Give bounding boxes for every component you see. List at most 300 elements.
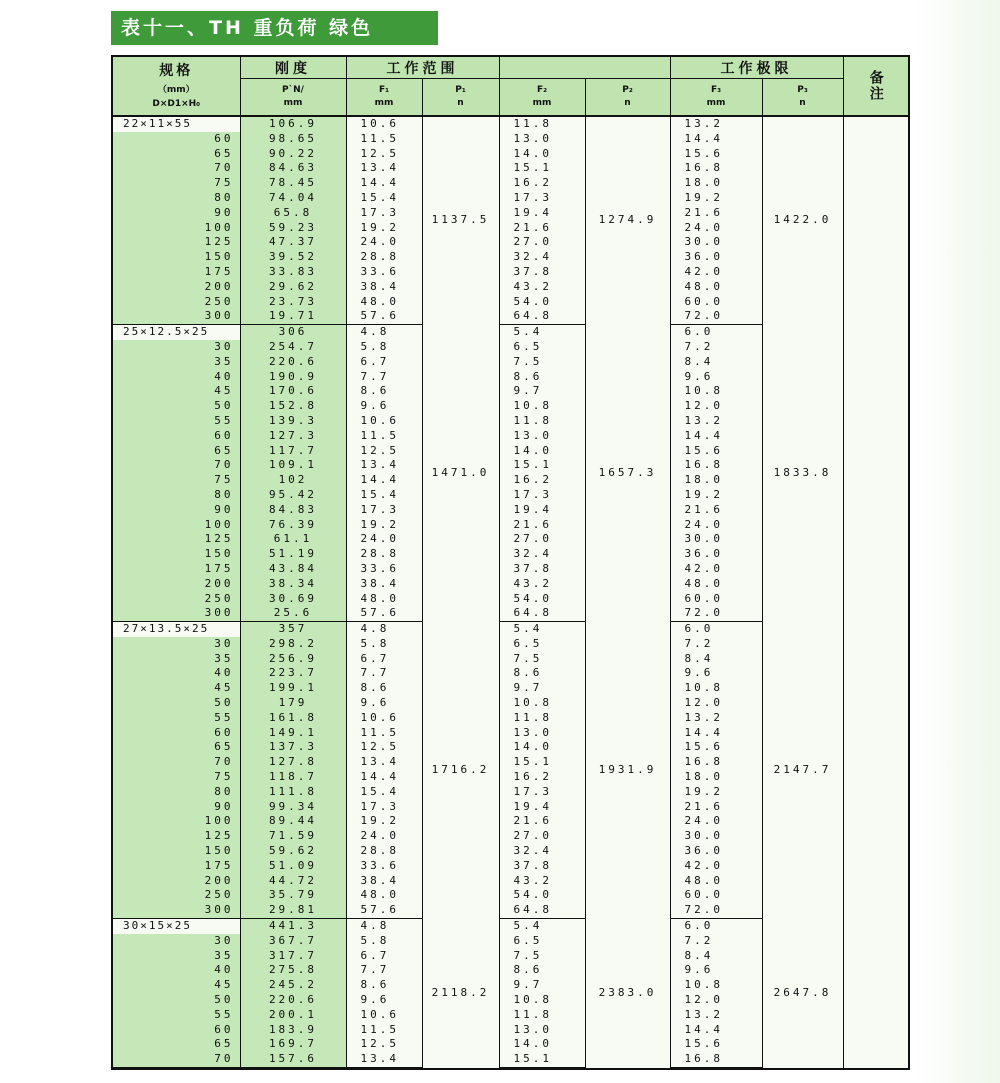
spec-cell: 75: [113, 473, 240, 488]
f3-cell: 14.4: [670, 429, 762, 444]
f3-cell: 16.8: [670, 161, 762, 176]
f2-cell: 6.5: [499, 637, 585, 652]
f1-cell: 17.3: [346, 503, 422, 518]
f2-cell: 21.6: [499, 221, 585, 236]
f1-cell: 57.6: [346, 309, 422, 324]
f3-cell: 8.4: [670, 355, 762, 370]
f1-cell: 6.7: [346, 355, 422, 370]
stiffness-cell: 190.9: [240, 370, 346, 385]
f3-cell: 8.4: [670, 949, 762, 964]
f1-cell: 9.6: [346, 399, 422, 414]
p2-cell: 2383.0: [585, 919, 670, 1068]
table-row: [113, 116, 908, 132]
stiffness-cell: 84.83: [240, 503, 346, 518]
header-stiffness: 刚度: [240, 57, 346, 79]
f2-cell: 15.1: [499, 1052, 585, 1067]
spec-cell: 150: [113, 844, 240, 859]
spec-cell: 75: [113, 176, 240, 191]
f2-cell: 15.1: [499, 755, 585, 770]
f3-cell: 13.2: [670, 1008, 762, 1023]
spec-cell: 100: [113, 221, 240, 236]
notes-cell: [843, 919, 908, 1068]
f2-cell: 8.6: [499, 666, 585, 681]
f2-cell: 54.0: [499, 888, 585, 903]
stiffness-cell: 152.8: [240, 399, 346, 414]
f3-cell: 16.8: [670, 458, 762, 473]
f3-cell: 13.2: [670, 116, 762, 132]
f2-cell: 17.3: [499, 785, 585, 800]
stiffness-cell: 44.72: [240, 874, 346, 889]
stiffness-cell: 29.81: [240, 903, 346, 918]
spec-cell: 125: [113, 829, 240, 844]
f2-cell: 5.4: [499, 622, 585, 637]
f1-cell: 28.8: [346, 547, 422, 562]
f3-cell: 19.2: [670, 488, 762, 503]
stiffness-cell: 33.83: [240, 265, 346, 280]
f1-cell: 33.6: [346, 562, 422, 577]
spec-cell: 35: [113, 652, 240, 667]
stiffness-cell: 99.34: [240, 800, 346, 815]
f3-cell: 36.0: [670, 844, 762, 859]
f1-cell: 5.8: [346, 637, 422, 652]
notes-cell: [843, 325, 908, 622]
spec-cell: 250: [113, 592, 240, 607]
stiffness-cell: 61.1: [240, 532, 346, 547]
f1-cell: 13.4: [346, 458, 422, 473]
f2-cell: 27.0: [499, 532, 585, 547]
f3-cell: 30.0: [670, 532, 762, 547]
f2-cell: 11.8: [499, 1008, 585, 1023]
spec-cell: 40: [113, 963, 240, 978]
stiffness-cell: 29.62: [240, 280, 346, 295]
f2-cell: 21.6: [499, 814, 585, 829]
f3-cell: 48.0: [670, 577, 762, 592]
f2-cell: 43.2: [499, 577, 585, 592]
f1-cell: 24.0: [346, 532, 422, 547]
f1-cell: 12.5: [346, 1037, 422, 1052]
spec-cell: 50: [113, 993, 240, 1008]
stiffness-cell: 76.39: [240, 518, 346, 533]
stiffness-cell: 275.8: [240, 963, 346, 978]
f3-cell: 6.0: [670, 325, 762, 340]
stiffness-cell: 71.59: [240, 829, 346, 844]
f3-cell: 6.0: [670, 622, 762, 637]
stiffness-cell: 102: [240, 473, 346, 488]
f1-cell: 8.6: [346, 681, 422, 696]
f1-cell: 11.5: [346, 726, 422, 741]
f2-cell: 5.4: [499, 325, 585, 340]
f3-cell: 21.6: [670, 206, 762, 221]
spec-cell: 55: [113, 414, 240, 429]
f3-cell: 8.4: [670, 652, 762, 667]
stiffness-cell: 78.45: [240, 176, 346, 191]
f3-cell: 14.4: [670, 1023, 762, 1038]
f1-cell: 14.4: [346, 473, 422, 488]
stiffness-cell: 367.7: [240, 934, 346, 949]
f3-cell: 21.6: [670, 800, 762, 815]
f3-cell: 24.0: [670, 814, 762, 829]
f2-cell: 13.0: [499, 132, 585, 147]
f2-cell: 6.5: [499, 340, 585, 355]
f1-cell: 33.6: [346, 859, 422, 874]
f2-cell: 8.6: [499, 963, 585, 978]
notes-cell: [843, 116, 908, 325]
stiffness-cell: 98.65: [240, 132, 346, 147]
f2-cell: 64.8: [499, 309, 585, 324]
f1-cell: 12.5: [346, 740, 422, 755]
f2-cell: 32.4: [499, 250, 585, 265]
f2-cell: 9.7: [499, 384, 585, 399]
spec-cell: 125: [113, 532, 240, 547]
stiffness-cell: 90.22: [240, 147, 346, 162]
p1-cell: 1471.0: [422, 325, 499, 622]
stiffness-cell: 298.2: [240, 637, 346, 652]
f2-cell: 11.8: [499, 116, 585, 132]
page-margin-right: [915, 0, 1000, 1083]
f2-cell: 10.8: [499, 993, 585, 1008]
stiffness-cell: 220.6: [240, 355, 346, 370]
spec-cell: 75: [113, 770, 240, 785]
f3-cell: 72.0: [670, 606, 762, 621]
f1-cell: 19.2: [346, 518, 422, 533]
f3-cell: 48.0: [670, 874, 762, 889]
f1-cell: 57.6: [346, 606, 422, 621]
f2-cell: 43.2: [499, 874, 585, 889]
stiffness-cell: 200.1: [240, 1008, 346, 1023]
spec-cell: 100: [113, 518, 240, 533]
f2-cell: 9.7: [499, 681, 585, 696]
header-working-range: 工作范围: [346, 57, 499, 79]
f1-cell: 13.4: [346, 161, 422, 176]
spec-cell: 30×15×25: [113, 919, 240, 934]
stiffness-cell: 256.9: [240, 652, 346, 667]
f2-cell: 27.0: [499, 829, 585, 844]
f2-cell: 37.8: [499, 859, 585, 874]
header-p1: P₁ n: [422, 79, 499, 117]
p3-cell: 1422.0: [762, 116, 843, 325]
spec-cell: 80: [113, 488, 240, 503]
f2-cell: 64.8: [499, 606, 585, 621]
header-p3: P₃ n: [762, 79, 843, 117]
f3-cell: 24.0: [670, 518, 762, 533]
spec-cell: 80: [113, 191, 240, 206]
f3-cell: 36.0: [670, 547, 762, 562]
spec-cell: 300: [113, 606, 240, 621]
stiffness-cell: 149.1: [240, 726, 346, 741]
stiffness-cell: 306: [240, 325, 346, 340]
f2-cell: 11.8: [499, 711, 585, 726]
f3-cell: 9.6: [670, 370, 762, 385]
stiffness-cell: 65.8: [240, 206, 346, 221]
stiffness-cell: 43.84: [240, 562, 346, 577]
f3-cell: 9.6: [670, 963, 762, 978]
f2-cell: 17.3: [499, 488, 585, 503]
spec-cell: 70: [113, 161, 240, 176]
stiffness-cell: 109.1: [240, 458, 346, 473]
f1-cell: 8.6: [346, 384, 422, 399]
stiffness-cell: 137.3: [240, 740, 346, 755]
f1-cell: 24.0: [346, 235, 422, 250]
stiffness-cell: 84.63: [240, 161, 346, 176]
stiffness-cell: 127.8: [240, 755, 346, 770]
f3-cell: 15.6: [670, 444, 762, 459]
f3-cell: 6.0: [670, 919, 762, 934]
f2-cell: 19.4: [499, 206, 585, 221]
f1-cell: 12.5: [346, 444, 422, 459]
f2-cell: 10.8: [499, 696, 585, 711]
spec-cell: 45: [113, 384, 240, 399]
spec-cell: 70: [113, 755, 240, 770]
header-f3: F₃ mm: [670, 79, 762, 117]
f1-cell: 4.8: [346, 622, 422, 637]
f3-cell: 12.0: [670, 399, 762, 414]
table-row: [113, 622, 908, 637]
spec-cell: 30: [113, 934, 240, 949]
f1-cell: 10.6: [346, 1008, 422, 1023]
f3-cell: 14.4: [670, 132, 762, 147]
spec-cell: 50: [113, 696, 240, 711]
spec-cell: 60: [113, 1023, 240, 1038]
f1-cell: 15.4: [346, 785, 422, 800]
spec-cell: 250: [113, 888, 240, 903]
f2-cell: 14.0: [499, 444, 585, 459]
header-f2: F₂ mm: [499, 79, 585, 117]
spec-cell: 55: [113, 711, 240, 726]
stiffness-cell: 183.9: [240, 1023, 346, 1038]
spec-cell: 90: [113, 503, 240, 518]
f3-cell: 14.4: [670, 726, 762, 741]
spec-cell: 60: [113, 726, 240, 741]
spec-cell: 250: [113, 295, 240, 310]
f2-cell: 19.4: [499, 800, 585, 815]
f3-cell: 42.0: [670, 859, 762, 874]
stiffness-cell: 23.73: [240, 295, 346, 310]
spec-cell: 200: [113, 280, 240, 295]
stiffness-cell: 161.8: [240, 711, 346, 726]
p2-cell: 1274.9: [585, 116, 670, 325]
f1-cell: 13.4: [346, 1052, 422, 1067]
stiffness-cell: 47.37: [240, 235, 346, 250]
stiffness-cell: 19.71: [240, 309, 346, 324]
f3-cell: 13.2: [670, 711, 762, 726]
stiffness-cell: 245.2: [240, 978, 346, 993]
f3-cell: 18.0: [670, 770, 762, 785]
spec-cell: 70: [113, 458, 240, 473]
f3-cell: 18.0: [670, 176, 762, 191]
header-notes: 备注: [843, 57, 908, 116]
f1-cell: 14.4: [346, 176, 422, 191]
f2-cell: 6.5: [499, 934, 585, 949]
f3-cell: 42.0: [670, 562, 762, 577]
stiffness-cell: 111.8: [240, 785, 346, 800]
spec-cell: 65: [113, 147, 240, 162]
f1-cell: 11.5: [346, 1023, 422, 1038]
spec-cell: 60: [113, 429, 240, 444]
f1-cell: 7.7: [346, 370, 422, 385]
f3-cell: 15.6: [670, 1037, 762, 1052]
table-title: 表十一、TH 重负荷 绿色: [111, 11, 438, 45]
f2-cell: 13.0: [499, 1023, 585, 1038]
stiffness-cell: 35.79: [240, 888, 346, 903]
f1-cell: 48.0: [346, 295, 422, 310]
header-working-range-2: [499, 57, 670, 79]
spec-cell: 30: [113, 637, 240, 652]
spec-cell: 65: [113, 444, 240, 459]
spring-spec-table-frame: [111, 55, 910, 1070]
spec-cell: 60: [113, 132, 240, 147]
spec-cell: 40: [113, 666, 240, 681]
f1-cell: 10.6: [346, 711, 422, 726]
spec-cell: 35: [113, 949, 240, 964]
f1-cell: 6.7: [346, 652, 422, 667]
table-body: [113, 116, 908, 1068]
f2-cell: 10.8: [499, 399, 585, 414]
p2-cell: 1657.3: [585, 325, 670, 622]
f3-cell: 21.6: [670, 503, 762, 518]
f3-cell: 24.0: [670, 221, 762, 236]
f1-cell: 6.7: [346, 949, 422, 964]
f2-cell: 7.5: [499, 949, 585, 964]
spec-cell: 175: [113, 859, 240, 874]
f1-cell: 15.4: [346, 191, 422, 206]
stiffness-cell: 38.34: [240, 577, 346, 592]
f2-cell: 8.6: [499, 370, 585, 385]
spec-cell: 70: [113, 1052, 240, 1067]
f3-cell: 60.0: [670, 295, 762, 310]
f1-cell: 12.5: [346, 147, 422, 162]
spec-cell: 90: [113, 206, 240, 221]
f1-cell: 38.4: [346, 874, 422, 889]
f2-cell: 5.4: [499, 919, 585, 934]
spec-cell: 30: [113, 340, 240, 355]
spec-cell: 65: [113, 1037, 240, 1052]
f3-cell: 7.2: [670, 637, 762, 652]
f1-cell: 28.8: [346, 844, 422, 859]
f1-cell: 17.3: [346, 800, 422, 815]
f3-cell: 42.0: [670, 265, 762, 280]
f3-cell: 72.0: [670, 903, 762, 918]
spec-cell: 125: [113, 235, 240, 250]
stiffness-cell: 441.3: [240, 919, 346, 934]
f3-cell: 60.0: [670, 888, 762, 903]
f2-cell: 32.4: [499, 547, 585, 562]
spec-cell: 35: [113, 355, 240, 370]
spec-cell: 45: [113, 978, 240, 993]
f2-cell: 14.0: [499, 147, 585, 162]
stiffness-cell: 51.09: [240, 859, 346, 874]
f3-cell: 7.2: [670, 934, 762, 949]
f3-cell: 10.8: [670, 681, 762, 696]
spec-cell: 300: [113, 903, 240, 918]
spec-cell: 150: [113, 547, 240, 562]
stiffness-cell: 39.52: [240, 250, 346, 265]
p3-cell: 2647.8: [762, 919, 843, 1068]
f1-cell: 4.8: [346, 325, 422, 340]
f1-cell: 11.5: [346, 132, 422, 147]
f2-cell: 14.0: [499, 1037, 585, 1052]
f2-cell: 11.8: [499, 414, 585, 429]
stiffness-cell: 59.23: [240, 221, 346, 236]
f2-cell: 16.2: [499, 176, 585, 191]
f1-cell: 5.8: [346, 340, 422, 355]
spec-cell: 55: [113, 1008, 240, 1023]
stiffness-cell: 254.7: [240, 340, 346, 355]
f2-cell: 64.8: [499, 903, 585, 918]
f2-cell: 43.2: [499, 280, 585, 295]
f1-cell: 8.6: [346, 978, 422, 993]
f3-cell: 10.8: [670, 384, 762, 399]
f2-cell: 9.7: [499, 978, 585, 993]
f1-cell: 24.0: [346, 829, 422, 844]
f1-cell: 33.6: [346, 265, 422, 280]
f2-cell: 14.0: [499, 740, 585, 755]
header-stiffness-unit: P`N/ mm: [240, 79, 346, 117]
spec-cell: 100: [113, 814, 240, 829]
f3-cell: 13.2: [670, 414, 762, 429]
spec-cell: 25×12.5×25: [113, 325, 240, 340]
f2-cell: 7.5: [499, 355, 585, 370]
f2-cell: 15.1: [499, 161, 585, 176]
f3-cell: 16.8: [670, 1052, 762, 1067]
stiffness-cell: 117.7: [240, 444, 346, 459]
spec-cell: 27×13.5×25: [113, 622, 240, 637]
f3-cell: 9.6: [670, 666, 762, 681]
header-f1: F₁ mm: [346, 79, 422, 117]
f1-cell: 15.4: [346, 488, 422, 503]
f3-cell: 18.0: [670, 473, 762, 488]
f1-cell: 57.6: [346, 903, 422, 918]
stiffness-cell: 118.7: [240, 770, 346, 785]
f3-cell: 36.0: [670, 250, 762, 265]
page-margin-left: [0, 0, 105, 1083]
f1-cell: 7.7: [346, 666, 422, 681]
stiffness-cell: 51.19: [240, 547, 346, 562]
f2-cell: 13.0: [499, 726, 585, 741]
spec-cell: 50: [113, 399, 240, 414]
f2-cell: 37.8: [499, 562, 585, 577]
stiffness-cell: 179: [240, 696, 346, 711]
f3-cell: 48.0: [670, 280, 762, 295]
p3-cell: 1833.8: [762, 325, 843, 622]
spec-cell: 200: [113, 874, 240, 889]
spec-cell: 300: [113, 309, 240, 324]
p1-cell: 2118.2: [422, 919, 499, 1068]
spring-spec-table: [113, 57, 908, 1068]
f2-cell: 27.0: [499, 235, 585, 250]
stiffness-cell: 59.62: [240, 844, 346, 859]
f1-cell: 48.0: [346, 592, 422, 607]
f3-cell: 72.0: [670, 309, 762, 324]
spec-cell: 90: [113, 800, 240, 815]
f2-cell: 37.8: [499, 265, 585, 280]
f2-cell: 32.4: [499, 844, 585, 859]
stiffness-cell: 106.9: [240, 116, 346, 132]
table-row: [113, 325, 908, 340]
stiffness-cell: 223.7: [240, 666, 346, 681]
stiffness-cell: 139.3: [240, 414, 346, 429]
f2-cell: 13.0: [499, 429, 585, 444]
f1-cell: 28.8: [346, 250, 422, 265]
f3-cell: 12.0: [670, 696, 762, 711]
notes-cell: [843, 622, 908, 919]
f2-cell: 7.5: [499, 652, 585, 667]
f3-cell: 30.0: [670, 235, 762, 250]
stiffness-cell: 25.6: [240, 606, 346, 621]
spec-cell: 22×11×55: [113, 116, 240, 132]
f3-cell: 30.0: [670, 829, 762, 844]
spec-cell: 40: [113, 370, 240, 385]
spec-cell: 175: [113, 562, 240, 577]
